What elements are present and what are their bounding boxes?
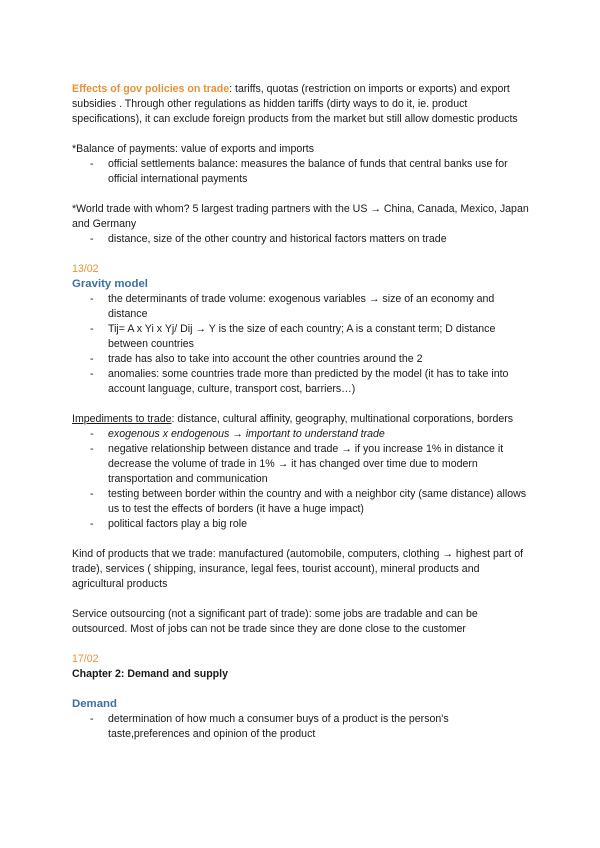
list-item: - official settlements balance: measures the balance of funds that central banks use for official international payments: [72, 157, 532, 187]
paragraph-outsourcing: Service outsourcing (not a significant part of trade): some jobs are tradable and can be outsourced. Most of jobs can not be trade since they are done close to the customer: [72, 608, 478, 635]
text-policies: : tariffs, quotas (restriction on imports or exports) and export subsidies . Through other regulations as hidden tariffs (dirty ways to do it, ie. product specifications), it can exclude foreign products from the market but still allow domestic products: [72, 83, 518, 125]
chapter-title: Chapter 2: Demand and supply: [72, 668, 228, 680]
list-item: - political factors play a big role: [72, 517, 532, 532]
heading-gravity-model: Gravity model: [72, 278, 148, 290]
date-1302: 13/02: [72, 263, 99, 275]
list-world-trade: [72, 232, 532, 247]
list-item: - testing between border within the country and with a neighbor city (same distance) allows us to test the effects of borders (it have a huge impact): [72, 487, 532, 517]
heading-impediments: Impediments to trade: [72, 413, 172, 425]
list-item: - Tij= A x Yi x Yj/ Dij → Y is the size of each country; A is a constant term; D distance between countries: [72, 322, 532, 352]
list-item: - exogenous x endogenous → important to understand trade: [72, 427, 532, 442]
paragraph-balance: *Balance of payments: value of exports and imports: [72, 143, 315, 155]
heading-policies: Effects of gov policies on trade: [72, 83, 230, 95]
list-balance: [72, 157, 532, 187]
list-gravity: [72, 292, 532, 397]
list-item: - trade has also to take into account the other countries around the 2: [72, 352, 532, 367]
paragraph-products: Kind of products that we trade: manufactured (automobile, computers, clothing → highest part of trade), services ( shipping, insurance, legal fees, tourist account), mineral products and agricultural products: [72, 548, 524, 590]
list-item: - anomalies: some countries trade more than predicted by the model (it has to take into account language, culture, transport cost, barriers…): [72, 367, 532, 397]
paragraph-policies: [72, 82, 532, 127]
text-impediments: : distance, cultural affinity, geography, multinational corporations, borders: [171, 413, 514, 425]
list-item: - distance, size of the other country and historical factors matters on trade: [72, 232, 532, 247]
list-item: - determination of how much a consumer buys of a product is the person's taste,preferences and opinion of the product: [72, 712, 532, 742]
list-impediments: [72, 427, 532, 532]
date-1702: 17/02: [72, 653, 99, 665]
document-page: [72, 82, 532, 742]
heading-demand: Demand: [72, 698, 117, 710]
paragraph-world-trade: *World trade with whom? 5 largest trading partners with the US → China, Canada, Mexico, Japan and Germany: [72, 203, 529, 230]
list-item: - negative relationship between distance and trade → if you increase 1% in distance it decrease the volume of trade in 1% → it has changed over time due to modern transportation and communication: [72, 442, 532, 487]
list-item: - the determinants of trade volume: exogenous variables → size of an economy and distance: [72, 292, 532, 322]
list-demand: [72, 712, 532, 742]
paragraph-impediments: [72, 412, 532, 427]
